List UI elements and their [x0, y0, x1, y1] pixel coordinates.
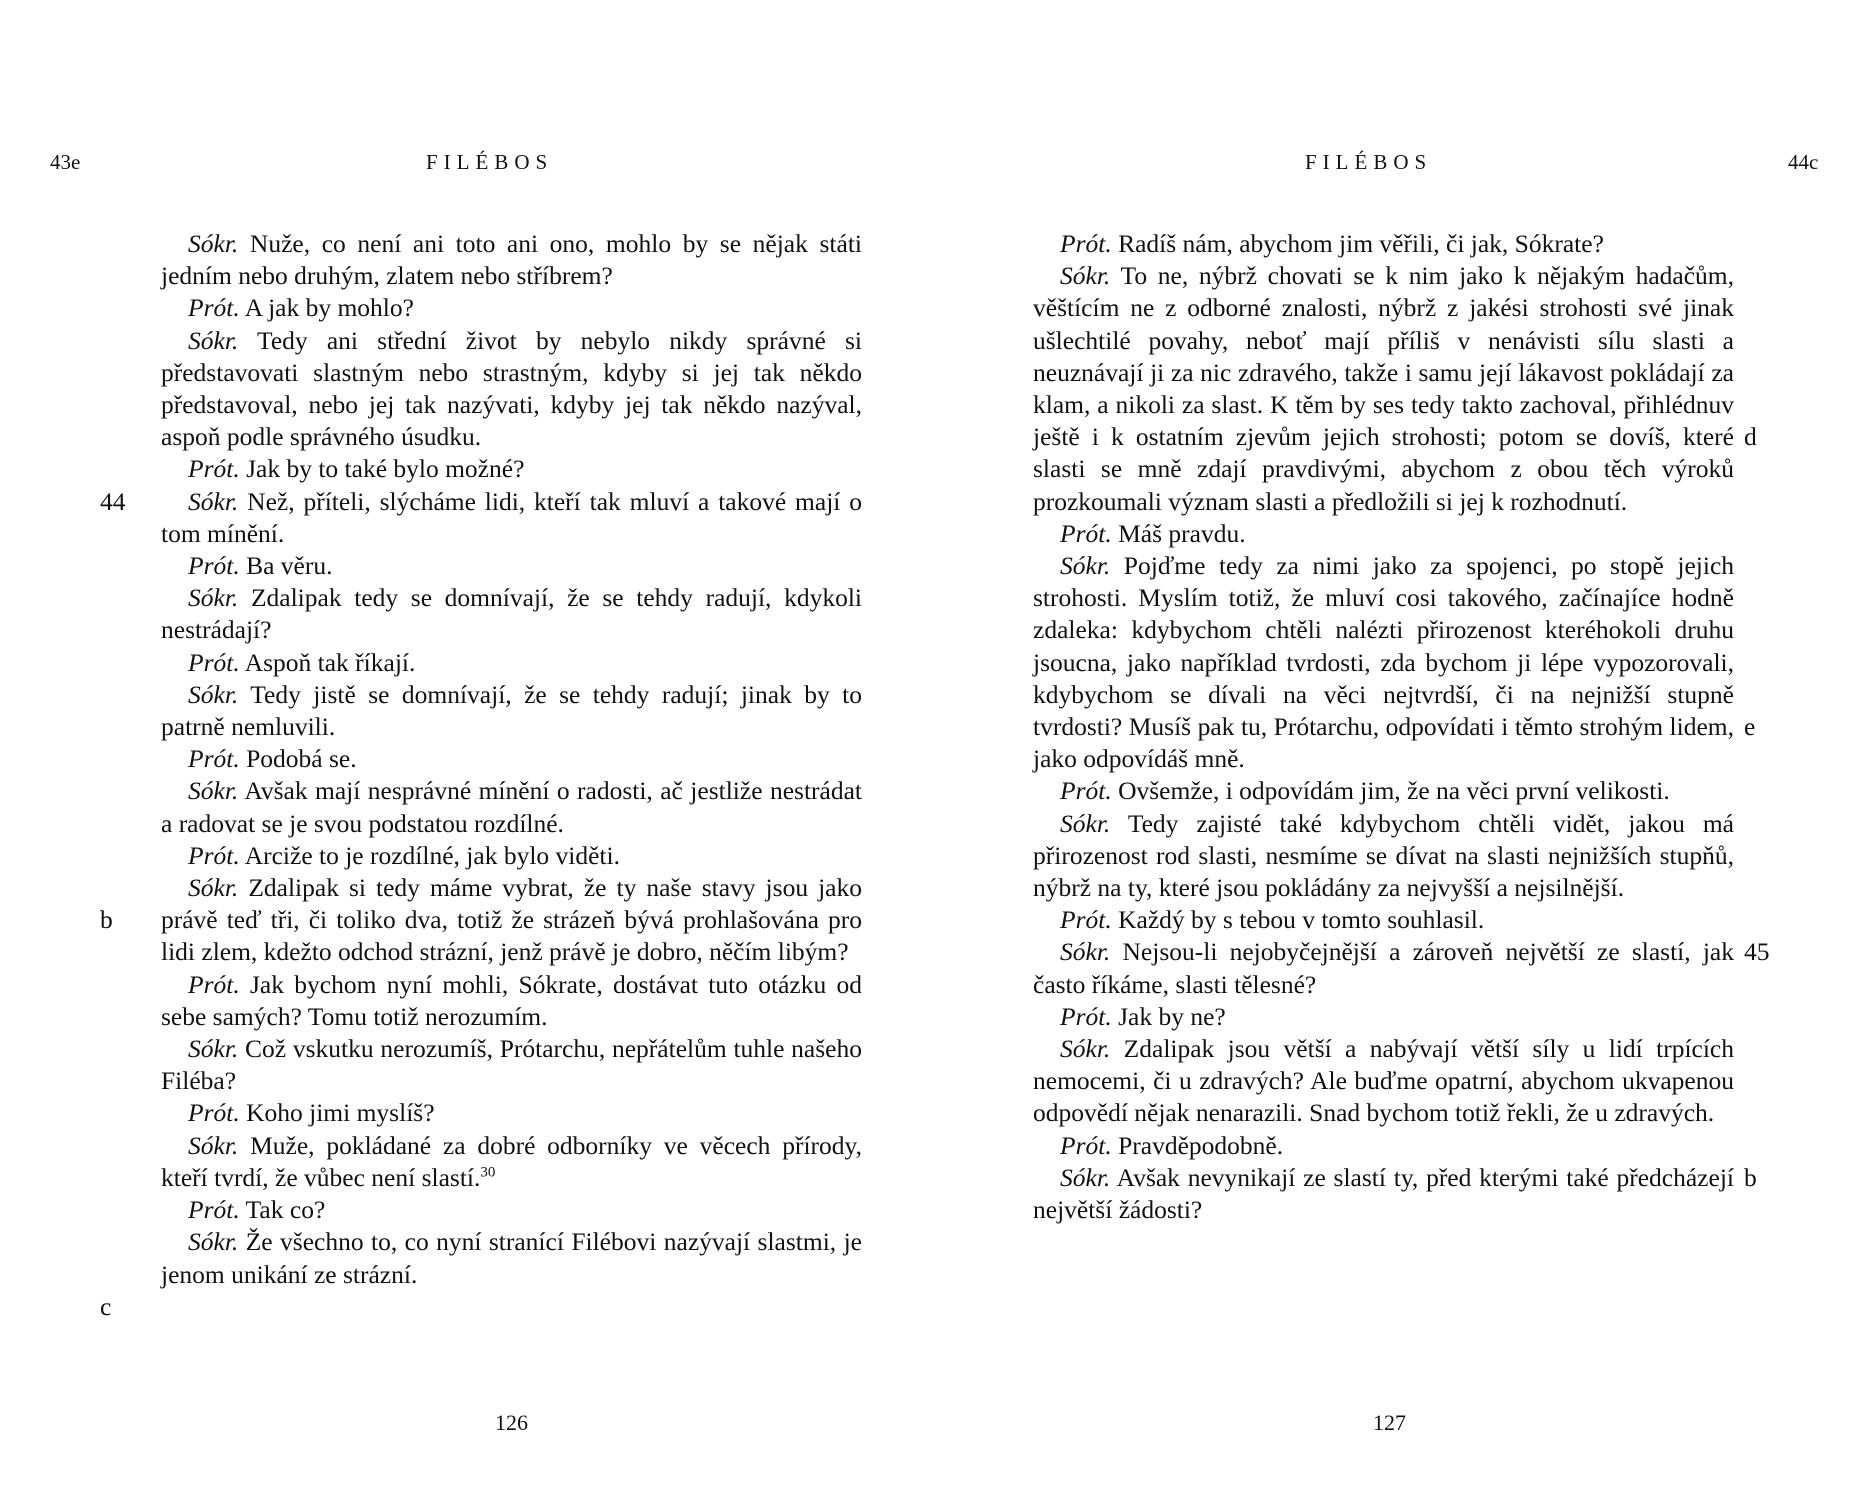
dialogue-paragraph	[161, 1194, 862, 1226]
dialogue-paragraph	[1033, 1162, 1734, 1226]
speaker-label: Prót.	[1060, 518, 1112, 548]
running-title: FILÉBOS	[1305, 150, 1433, 174]
speech-text: Což vskutku nerozumíš, Prótarchu, nepřátelům tuhle našeho Filéba?	[161, 1034, 862, 1096]
speech-text: Aspoň tak říkají.	[244, 647, 416, 677]
speech-text: Tedy ani střední život by nebylo nikdy správné si představovati slastným nebo strastným, kdyby si jej tak někdo představoval, nebo jej tak nazývati, kdyby jej tak někdo nazýval, aspoň podle správného úsudku.	[161, 325, 862, 452]
dialogue-text	[1033, 228, 1734, 1226]
speech-text: Nejsou-li nejobyčejnější a zároveň největší ze slastí, jak často říkáme, slasti tělesné?	[1033, 937, 1734, 999]
dialogue-paragraph	[1033, 904, 1734, 936]
dialogue-paragraph	[161, 582, 862, 646]
dialogue-paragraph	[1033, 228, 1734, 260]
speech-text: Zdalipak jsou větší a nabývají větší síly u lidí trpících nemocemi, či u zdravých? Ale buďme opatrní, abychom ukvapenou odpovědí nějak nenarazili. Snad bychom totiž řekli, že u zdravých.	[1033, 1034, 1735, 1128]
speaker-label: Sókr.	[188, 873, 239, 903]
speech-text: Avšak mají nesprávné mínění o radosti, ač jestliže nestrádat a radovat se je svou podstatou rozdílné.	[161, 776, 862, 838]
speaker-label: Sókr.	[188, 1130, 239, 1160]
dialogue-paragraph	[161, 1226, 862, 1290]
speech-text: Ba věru.	[246, 551, 333, 581]
speech-text: Avšak nevynikají ze slastí ty, před kterými také předcházejí největší žádosti?	[1033, 1162, 1734, 1225]
speech-text: Arciže to je rozdílné, jak bylo viděti.	[244, 840, 620, 870]
speech-text: Radíš nám, abychom jim věřili, či jak, Sókrate?	[1118, 229, 1604, 258]
speaker-label: Sókr.	[188, 229, 239, 258]
dialogue-paragraph	[161, 1130, 862, 1194]
speech-text: Tedy jistě se domnívají, že se tehdy radují; jinak by to patrně nemluvili.	[161, 679, 862, 742]
stephanus-margin-number: 44	[100, 486, 126, 516]
stephanus-number-top: 43e	[50, 150, 81, 174]
dialogue-paragraph	[161, 550, 862, 582]
speech-text: A jak by mohlo?	[244, 293, 414, 323]
dialogue-paragraph	[161, 1097, 862, 1129]
dialogue-text	[161, 228, 862, 1291]
stephanus-margin-number: b	[100, 905, 113, 935]
stephanus-margin-number: b	[1744, 1162, 1757, 1192]
speaker-label: Sókr.	[188, 1034, 239, 1064]
speech-text: Tedy zajisté také kdybychom chtěli vidět, jakou má přirozenost rod slasti, nesmíme se dívat na slasti nejnižších stupňů, nýbrž na ty, které jsou pokládány za nejvyšší a nejsilnější.	[1033, 808, 1734, 903]
speech-text: Tak co?	[245, 1195, 326, 1225]
speech-text: Pojďme tedy za nimi jako za spojenci, po stopě jejich strohosti. Myslím totiž, že mluví cosi takového, začínajíce hodně zdaleka: kdybychom chtěli nalézti přirozenost kteréhokoli druhu jsoucna, jako například tvrdosti, zda bychom ji lépe vypozorovali, kdybychom se dívali na věci nejtvrdší, či na nejnižší stupně tvrdosti? Musíš pak tu, Prótarchu, odpovídati i těmto strohým lidem, jako odpovídáš mně.	[1033, 551, 1735, 774]
dialogue-paragraph	[161, 679, 862, 743]
dialogue-paragraph	[1033, 775, 1734, 807]
speaker-label: Sókr.	[1060, 1034, 1111, 1064]
speaker-label: Sókr.	[1060, 1162, 1111, 1192]
stephanus-margin-number: d	[1744, 422, 1757, 452]
speaker-label: Prót.	[1060, 1130, 1112, 1160]
dialogue-paragraph	[161, 453, 862, 485]
dialogue-paragraph	[1033, 808, 1734, 905]
speaker-label: Sókr.	[188, 776, 239, 806]
speaker-label: Prót.	[188, 454, 240, 484]
dialogue-paragraph	[161, 486, 862, 550]
dialogue-paragraph	[161, 840, 862, 872]
speaker-label: Sókr.	[188, 679, 239, 709]
speech-text: Jak by ne?	[1118, 1001, 1226, 1031]
running-title: FILÉBOS	[426, 150, 554, 174]
dialogue-paragraph	[161, 325, 862, 454]
dialogue-paragraph	[161, 647, 862, 679]
dialogue-paragraph	[1033, 518, 1734, 550]
speech-text: Koho jimi myslíš?	[246, 1098, 435, 1128]
stephanus-margin-number: c	[100, 1291, 112, 1321]
speech-text: Máš pravdu.	[1118, 518, 1246, 548]
dialogue-paragraph	[161, 1033, 862, 1097]
dialogue-paragraph	[1033, 1033, 1734, 1130]
speaker-label: Sókr.	[1060, 551, 1111, 581]
page-number: 127	[1373, 1410, 1406, 1435]
stephanus-margin-number: 45	[1744, 937, 1770, 967]
dialogue-paragraph	[1033, 550, 1734, 775]
speaker-label: Prót.	[188, 744, 240, 774]
speaker-label: Sókr.	[188, 1227, 239, 1257]
speech-text: Nuže, co není ani toto ani ono, mohlo by se nějak státi jedním nebo druhým, zlatem nebo stříbrem?	[161, 229, 862, 291]
footnote-reference: 30	[480, 1164, 496, 1181]
speaker-label: Prót.	[188, 1195, 240, 1225]
speaker-label: Sókr.	[188, 325, 239, 355]
speaker-label: Sókr.	[1060, 937, 1111, 967]
dialogue-paragraph	[161, 775, 862, 839]
speaker-label: Prót.	[188, 969, 240, 999]
speech-text: Zdalipak si tedy máme vybrat, že ty naše stavy jsou jako právě teď tři, či toliko dva, totiž že strázeň bývá prohlašována pro lidi zlem, kdežto odchod strázní, jenž právě je dobro, něčím libým?	[161, 873, 862, 967]
stephanus-margin-number: e	[1744, 712, 1756, 741]
speaker-label: Prót.	[188, 840, 240, 870]
speech-text: Muže, pokládané za dobré odborníky ve věcech přírody, kteří tvrdí, že vůbec není slastí.	[161, 1130, 863, 1192]
speaker-label: Sókr.	[188, 486, 239, 516]
speech-text: Že všechno to, co nyní stranící Filébovi nazývají slastmi, je jenom unikání ze strázní.	[161, 1227, 862, 1289]
speaker-label: Prót.	[1060, 1001, 1112, 1031]
speech-text: Pravděpodobně.	[1118, 1130, 1284, 1160]
speaker-label: Prót.	[1060, 905, 1112, 935]
speaker-label: Prót.	[188, 293, 240, 323]
dialogue-paragraph	[161, 743, 862, 775]
speech-text: Jak by to také bylo možné?	[246, 454, 525, 484]
speaker-label: Prót.	[188, 1098, 240, 1128]
speech-text: Podobá se.	[246, 744, 357, 774]
speech-text: Ovšemže, i odpovídám jim, že na věci první velikosti.	[1118, 776, 1670, 806]
speaker-label: Sókr.	[1060, 808, 1111, 838]
speech-text: Zdalipak tedy se domnívají, že se tehdy radují, kdykoli nestrádají?	[161, 583, 862, 645]
speaker-label: Sókr.	[1060, 261, 1111, 291]
stephanus-number-top: 44c	[1788, 150, 1819, 174]
dialogue-paragraph	[1033, 936, 1734, 1000]
dialogue-paragraph	[1033, 1001, 1734, 1033]
speaker-label: Prót.	[1060, 776, 1112, 806]
dialogue-paragraph	[1033, 260, 1734, 518]
speech-text: To ne, nýbrž chovati se k nim jako k nějakým hadačům, věštícím ne z odborné znalosti, nýbrž z jakési strohosti své jinak ušlechtilé povahy, neboť mají příliš v nenávisti sílu slasti a neuznávají ji za nic zdravého, takže i samu její lákavost pokládají za klam, a nikoli za slast. K těm by ses tedy takto zachoval, přihlédnuv ještě i k ostatním zjevům jejich strohosti; potom se dovíš, které slasti se mně zdají pravdivými, abychom z obou těch výroků prozkoumali význam slasti a předložili si jej k rozhodnutí.	[1033, 261, 1735, 516]
dialogue-paragraph	[161, 292, 862, 324]
dialogue-paragraph	[161, 872, 862, 969]
speaker-label: Prót.	[188, 551, 240, 581]
dialogue-paragraph	[1033, 1130, 1734, 1162]
speaker-label: Sókr.	[188, 583, 239, 613]
dialogue-paragraph	[161, 969, 862, 1033]
dialogue-paragraph	[161, 228, 862, 292]
speech-text: Než, příteli, slýcháme lidi, kteří tak mluví a takové mají o tom mínění.	[161, 486, 863, 548]
page-number: 126	[495, 1410, 528, 1435]
speech-text: Každý by s tebou v tomto souhlasil.	[1118, 905, 1485, 935]
right-page	[931, 0, 1862, 1501]
speaker-label: Prót.	[188, 647, 240, 677]
speaker-label: Prót.	[1060, 229, 1112, 258]
speech-text: Jak bychom nyní mohli, Sókrate, dostávat tuto otázku od sebe samých? Tomu totiž nerozumím.	[161, 969, 862, 1031]
